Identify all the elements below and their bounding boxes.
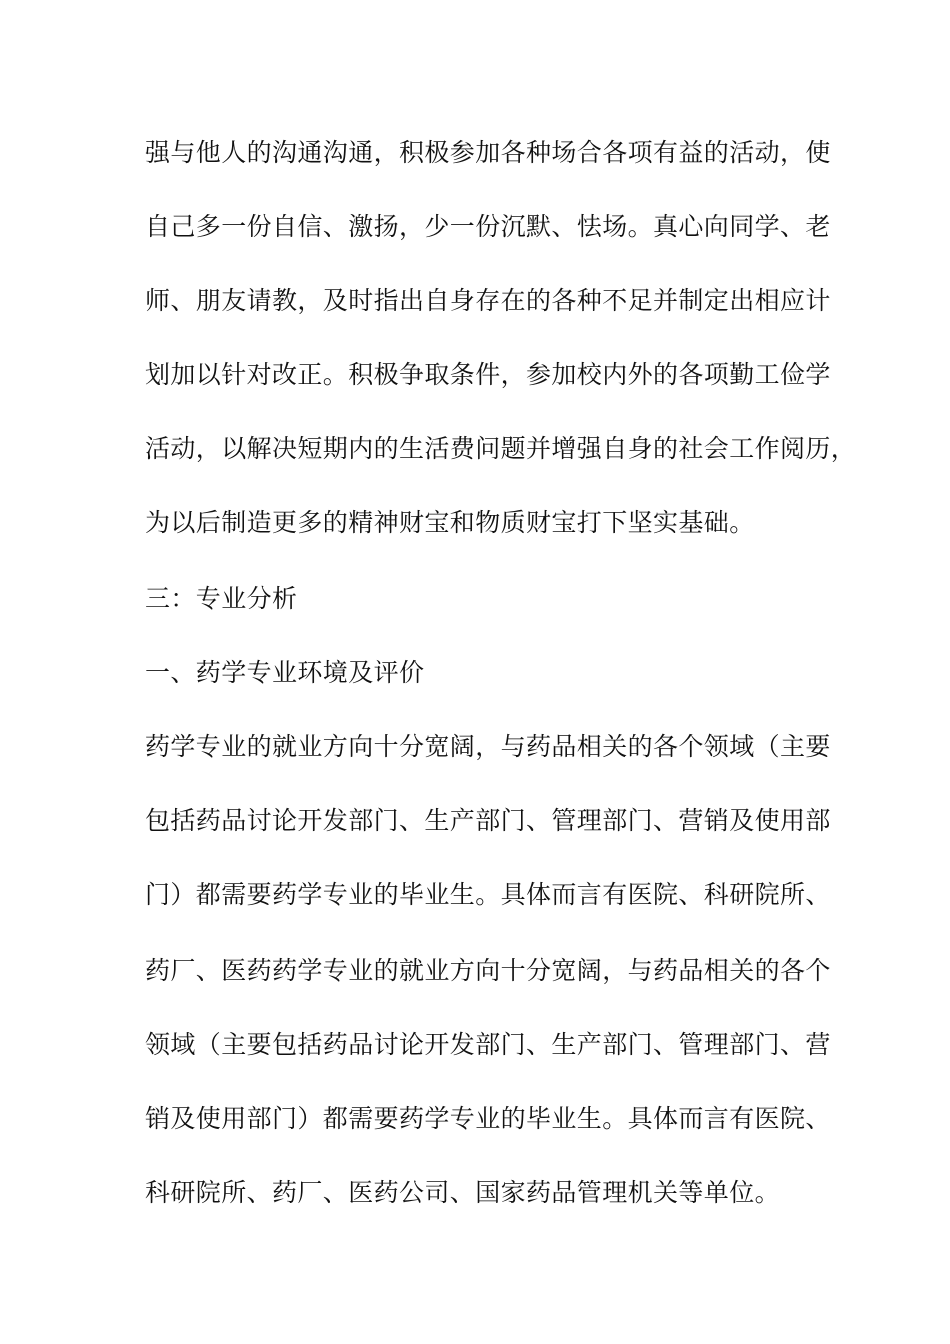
paragraph-line: 销及使用部门）都需要药学专业的毕业生。具体而言有医院、 [145, 1104, 831, 1133]
paragraph-line: 领域（主要包括药品讨论开发部门、生产部门、管理部门、营 [145, 1030, 831, 1059]
section-heading: 三：专业分析 [145, 584, 298, 613]
paragraph-line: 门）都需要药学专业的毕业生。具体而言有医院、科研院所、 [145, 880, 831, 909]
paragraph-line: 强与他人的沟通沟通，积极参加各种场合各项有益的活动，使 [145, 138, 831, 167]
paragraph-line: 科研院所、药厂、医药公司、国家药品管理机关等单位。 [145, 1178, 781, 1207]
paragraph-line: 药厂、医药药学专业的就业方向十分宽阔，与药品相关的各个 [145, 956, 831, 985]
subsection-heading: 一、药学专业环境及评价 [145, 658, 425, 687]
paragraph-line: 包括药品讨论开发部门、生产部门、管理部门、营销及使用部 [145, 806, 831, 835]
paragraph-line: 划加以针对改正。积极争取条件，参加校内外的各项勤工俭学 [145, 360, 831, 389]
paragraph-line: 师、朋友请教，及时指出自身存在的各种不足并制定出相应计 [145, 286, 831, 315]
paragraph-line: 自己多一份自信、激扬，少一份沉默、怯场。真心向同学、老 [145, 212, 831, 241]
paragraph-line: 药学专业的就业方向十分宽阔，与药品相关的各个领域（主要 [145, 732, 831, 761]
paragraph-line: 为以后制造更多的精神财宝和物质财宝打下坚实基础。 [145, 508, 755, 537]
paragraph-line: 活动，以解决短期内的生活费问题并增强自身的社会工作阅历， [145, 434, 857, 463]
